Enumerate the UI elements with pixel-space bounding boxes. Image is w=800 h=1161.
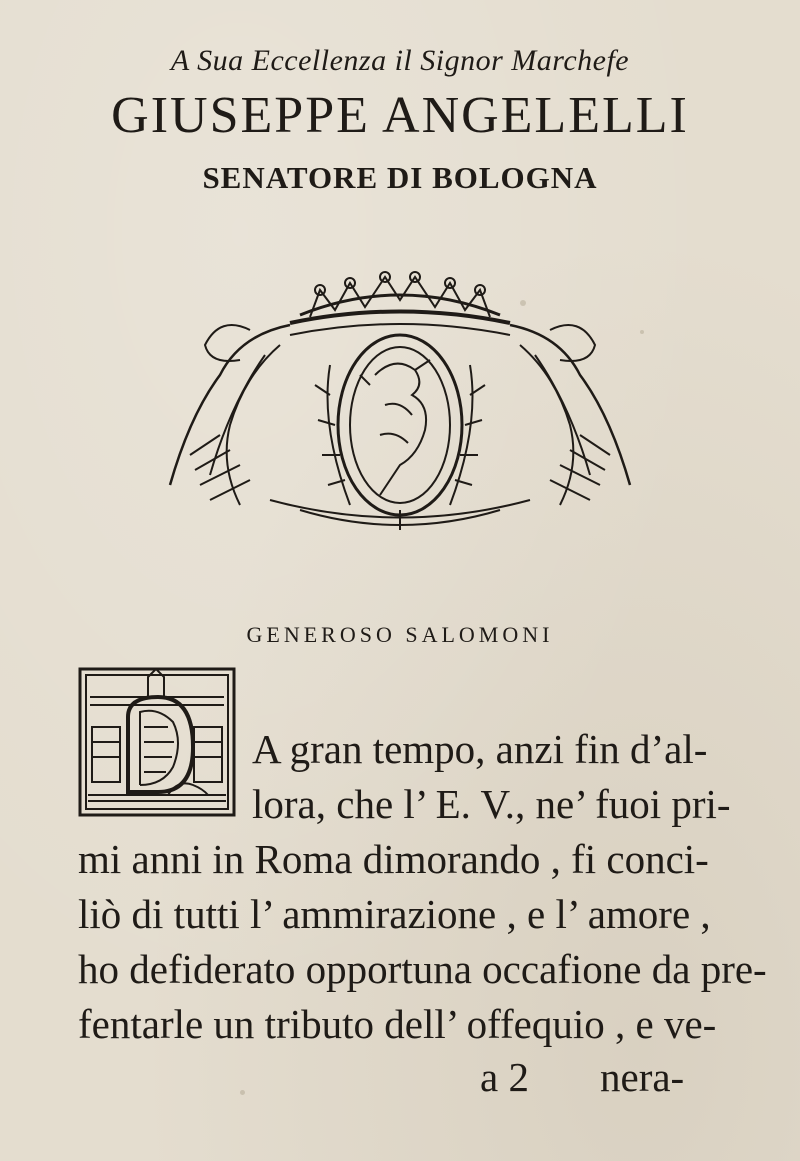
catchword: nera-	[600, 1054, 685, 1100]
foxing-spot	[240, 1090, 245, 1095]
dedicatee-name: GIUSEPPE ANGELELLI	[111, 87, 689, 144]
text-line: ho defiderato opportuna occafione da pre-	[78, 946, 767, 992]
dedication-line: A Sua Eccellenza il Signor Marchefe	[170, 44, 630, 77]
text-line: fentarle un tributo dell’ offequio , e ve-	[78, 1001, 717, 1047]
signature-mark: a 2	[480, 1054, 529, 1100]
text-line: lora, che l’ E. V., ne’ fuoi pri-	[252, 781, 731, 827]
text-line: A gran tempo, anzi fin d’al-	[252, 726, 708, 772]
decorated-initial-icon	[78, 667, 236, 817]
text-line: liò di tutti l’ ammirazione , e l’ amore ,	[78, 891, 711, 937]
coat-of-arms-icon	[150, 255, 650, 545]
author-name: GENEROSO SALOMONI	[246, 622, 554, 647]
dedicatee-title: SENATORE DI BOLOGNA	[202, 160, 598, 195]
text-line: mi anni in Roma dimorando , fi conci-	[78, 836, 709, 882]
